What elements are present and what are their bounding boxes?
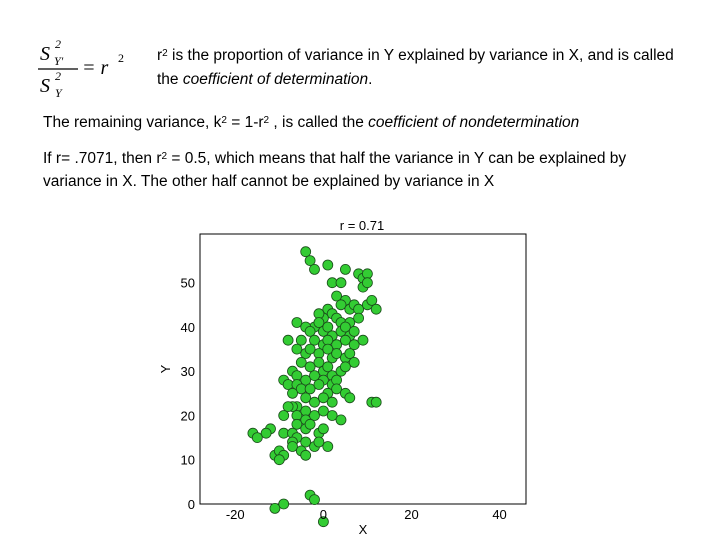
data-point [323, 260, 333, 270]
formula-num-sub: Y' [54, 54, 64, 68]
y-tick-label: 50 [180, 275, 195, 291]
chart-title: r = 0.71 [339, 218, 385, 233]
formula-rhs: = r [82, 57, 109, 79]
data-point [349, 326, 359, 336]
scatter-chart [160, 212, 560, 540]
data-point [314, 437, 324, 447]
formula-image [30, 34, 140, 104]
ticks-layer [181, 276, 507, 522]
p3-pre: If r= .7071, then r [43, 150, 162, 167]
data-point [296, 335, 306, 345]
data-point [274, 455, 284, 465]
formula-den-sup: 2 [55, 69, 61, 83]
y-tick-label: 0 [187, 497, 195, 512]
formula-den-S: S [40, 75, 50, 97]
p2-emphasis: coefficient of nondetermination [368, 114, 580, 131]
p2-pre: The remaining variance, k [43, 114, 222, 131]
x-axis-label: X [358, 522, 368, 537]
data-point [362, 278, 372, 288]
y-axis-label: Y [158, 364, 173, 374]
data-point [314, 380, 324, 390]
x-tick-label: 40 [492, 507, 507, 522]
formula-num-sup: 2 [55, 37, 61, 51]
p3-body: = 0.5, which means that half the variance in Y can be explained by variance in X. The other half cannot be explained by variance in X [43, 150, 627, 190]
data-point [301, 450, 311, 460]
p1-end: . [368, 71, 373, 88]
data-point [305, 419, 315, 429]
data-point [371, 304, 381, 314]
data-point [301, 247, 311, 257]
data-point [283, 402, 293, 412]
data-point [252, 433, 262, 443]
data-point [310, 335, 320, 345]
data-point [371, 397, 381, 407]
formula-rhs-sup: 2 [118, 51, 124, 65]
y-tick-label: 40 [180, 319, 195, 335]
data-point [283, 335, 293, 345]
data-point [310, 371, 320, 381]
y-tick-label: 20 [180, 408, 195, 424]
data-point [345, 393, 355, 403]
x-tick-label: -20 [225, 507, 245, 522]
p2-mid: = 1-r [226, 114, 264, 131]
p2-post: , is called the [269, 114, 369, 131]
data-point [310, 495, 320, 505]
superscript-2: 2 [161, 151, 168, 162]
data-point [270, 503, 280, 513]
x-tick-label: 0 [319, 507, 327, 522]
points-layer [248, 247, 381, 527]
data-point [340, 362, 350, 372]
data-point [310, 397, 320, 407]
data-point [327, 397, 337, 407]
formula-num-S: S [40, 43, 50, 65]
p1-emphasis: coefficient of determination [182, 71, 369, 88]
superscript-2: 2 [263, 115, 270, 126]
data-point [354, 313, 364, 323]
data-point [358, 335, 368, 345]
data-point [279, 411, 289, 421]
r-symbol: r [157, 47, 163, 64]
data-point [310, 264, 320, 274]
coefficient-of-determination-text [157, 44, 697, 92]
data-point [323, 442, 333, 452]
data-point [318, 424, 328, 434]
formula-den-sub: Y [55, 86, 62, 100]
data-point [336, 278, 346, 288]
data-point [288, 388, 298, 398]
coefficient-of-nondetermination-text [43, 112, 579, 134]
data-point [314, 318, 324, 328]
data-point [340, 264, 350, 274]
data-point [362, 269, 372, 279]
superscript-2: 2 [221, 115, 227, 126]
x-tick-label: 20 [404, 507, 419, 522]
example-explanation-text [43, 147, 683, 193]
data-point [345, 349, 355, 359]
y-tick-label: 10 [180, 452, 195, 468]
data-point [336, 415, 346, 425]
p1-body: is the proportion of variance in Y explained by variance in X, and is called the [157, 47, 674, 88]
y-tick-label: 30 [180, 364, 195, 380]
superscript-2: 2 [162, 48, 168, 59]
